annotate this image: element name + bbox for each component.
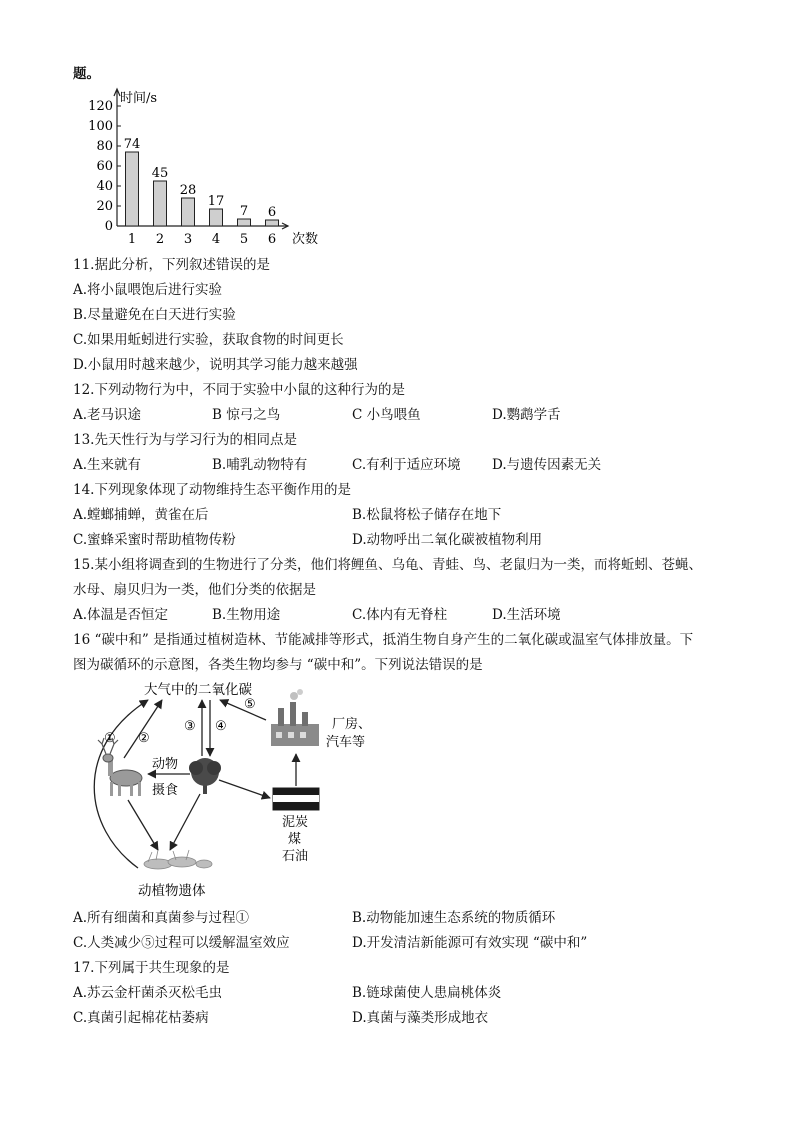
label-2: ② [138, 731, 150, 746]
chart-bar [266, 220, 279, 226]
chart-data-label: 7 [239, 204, 249, 219]
factory-icon [271, 689, 319, 746]
question-14-option-d[interactable]: D.动物呼出二氧化碳被植物利用 [352, 532, 543, 548]
question-17-stem: 17.下列属于共生现象的是 [73, 960, 230, 976]
question-13-option-b[interactable]: B.哺乳动物特有 [212, 457, 308, 473]
chart-y-tick-label: 20 [96, 199, 113, 214]
chart-data-label: 6 [267, 205, 277, 220]
question-14-option-c[interactable]: C.蜜蜂采蜜时帮助植物传粉 [73, 532, 236, 548]
chart-bar [182, 198, 195, 226]
question-11-option-b[interactable]: B.尽量避免在白天进行实验 [73, 307, 236, 323]
chart-bar [154, 181, 167, 226]
chart-x-axis-label: 次数 [292, 232, 319, 246]
peat-label: 泥炭 [282, 815, 309, 830]
question-13-option-a[interactable]: A.生来就有 [73, 457, 142, 473]
chart-y-axis-label: 时间/s [120, 91, 158, 106]
question-13-option-c[interactable]: C.有利于适应环境 [352, 457, 461, 473]
question-11-option-d[interactable]: D.小鼠用时越来越少，说明其学习能力越来越强 [73, 357, 358, 373]
factory-label: 厂房、 [332, 717, 372, 732]
chart-x-tick-label: 3 [183, 232, 193, 246]
chart-x-tick-label: 4 [211, 232, 221, 246]
eat-label: 摄食 [152, 783, 179, 798]
arrow-2 [124, 700, 162, 758]
question-15-stem-line2: 水母、扇贝归为一类，他们分类的依据是 [73, 582, 316, 598]
question-16-option-b[interactable]: B.动物能加速生态系统的物质循环 [352, 910, 556, 926]
chart-x-tick-label: 6 [267, 232, 277, 246]
chart-data-label: 45 [151, 166, 169, 181]
question-16-option-a[interactable]: A.所有细菌和真菌参与过程① [73, 910, 250, 926]
question-15-stem-line1: 15.某小组将调查到的生物进行了分类，他们将鲤鱼、乌龟、青蛙、鸟、老鼠归为一类，而将蚯蚓、苍蝇、 [73, 557, 702, 573]
question-12-stem: 12.下列动物行为中，不同于实验中小鼠的这种行为的是 [73, 382, 405, 398]
chart-x-tick-label: 2 [155, 232, 165, 246]
question-14-option-b[interactable]: B.松鼠将松子储存在地下 [352, 507, 502, 523]
question-17-option-a[interactable]: A.苏云金杆菌杀灭松毛虫 [73, 985, 223, 1001]
page-top-fragment: 题。 [73, 66, 100, 82]
question-15-option-d[interactable]: D.生活环境 [492, 607, 561, 623]
label-5: ⑤ [244, 697, 256, 712]
question-14-stem: 14.下列现象体现了动物维持生态平衡作用的是 [73, 482, 351, 498]
chart-bar [210, 209, 223, 226]
remains-icon [144, 850, 212, 869]
remains-label: 动植物遗体 [138, 883, 206, 899]
chart-x-tick-label: 5 [239, 232, 249, 246]
arrow-animal-to-remains [128, 800, 158, 850]
chart-x-tick-label: 1 [127, 232, 137, 246]
animal-label: 动物 [152, 757, 179, 772]
question-14-option-a[interactable]: A.螳螂捕蝉，黄雀在后 [73, 507, 209, 523]
chart-y-tick-label: 120 [88, 99, 113, 114]
bar-chart [80, 86, 340, 246]
question-13-stem: 13.先天性行为与学习行为的相同点是 [73, 432, 297, 448]
coal-label: 煤 [288, 832, 302, 847]
question-17-option-d[interactable]: D.真菌与藻类形成地衣 [352, 1010, 489, 1026]
chart-data-label: 17 [207, 194, 225, 209]
chart-bar [238, 219, 251, 226]
question-12-option-b[interactable]: B 惊弓之鸟 [212, 407, 281, 423]
question-11-option-a[interactable]: A.将小鼠喂饱后进行实验 [73, 282, 223, 298]
fossil-fuel-icon [273, 788, 319, 810]
chart-y-tick-label: 60 [96, 159, 113, 174]
label-3: ③ [184, 719, 196, 734]
question-11-stem: 11.据此分析，下列叙述错误的是 [73, 257, 270, 273]
question-16-option-d[interactable]: D.开发清洁新能源可有效实现 “碳中和” [352, 935, 588, 951]
question-15-option-a[interactable]: A.体温是否恒定 [73, 607, 169, 623]
chart-data-label: 74 [123, 137, 141, 152]
question-12-option-a[interactable]: A.老马识途 [73, 407, 142, 423]
arrow-plant-to-fossil [219, 780, 270, 798]
chart-y-tick-label: 80 [96, 139, 113, 154]
label-1: ① [104, 731, 116, 746]
chart-y-tick-label: 0 [104, 219, 113, 234]
label-4: ④ [215, 719, 227, 734]
chart-y-tick-label: 40 [96, 179, 113, 194]
chart-y-tick-label: 100 [88, 119, 113, 134]
question-13-option-d[interactable]: D.与遗传因素无关 [492, 457, 602, 473]
question-17-option-b[interactable]: B.链球菌使人患扁桃体炎 [352, 985, 502, 1001]
question-12-option-d[interactable]: D.鹦鹉学舌 [492, 407, 561, 423]
chart-bar [126, 152, 139, 226]
question-16-option-c[interactable]: C.人类减少⑤过程可以缓解温室效应 [73, 935, 290, 951]
tree-icon [189, 758, 221, 794]
question-15-option-c[interactable]: C.体内有无脊柱 [352, 607, 448, 623]
chart-data-label: 28 [179, 183, 197, 198]
question-16-stem-line1: 16 “碳中和” 是指通过植树造林、节能减排等形式，抵消生物自身产生的二氧化碳或温室气体排放量。下 [73, 632, 694, 648]
carbon-cycle-diagram [78, 678, 408, 903]
arrow-5 [220, 700, 266, 720]
arrow-plant-to-remains [170, 794, 200, 850]
question-11-option-c[interactable]: C.如果用蚯蚓进行实验，获取食物的时间更长 [73, 332, 344, 348]
question-12-option-c[interactable]: C 小鸟喂鱼 [352, 407, 421, 423]
question-15-option-b[interactable]: B.生物用途 [212, 607, 281, 623]
question-17-option-c[interactable]: C.真菌引起棉花枯萎病 [73, 1010, 209, 1026]
atmosphere-co2-label: 大气中的二氧化碳 [144, 682, 252, 698]
factory-label-2: 汽车等 [326, 735, 366, 750]
oil-label: 石油 [282, 849, 309, 864]
question-16-stem-line2: 图为碳循环的示意图，各类生物均参与 “碳中和”。下列说法错误的是 [73, 657, 483, 673]
